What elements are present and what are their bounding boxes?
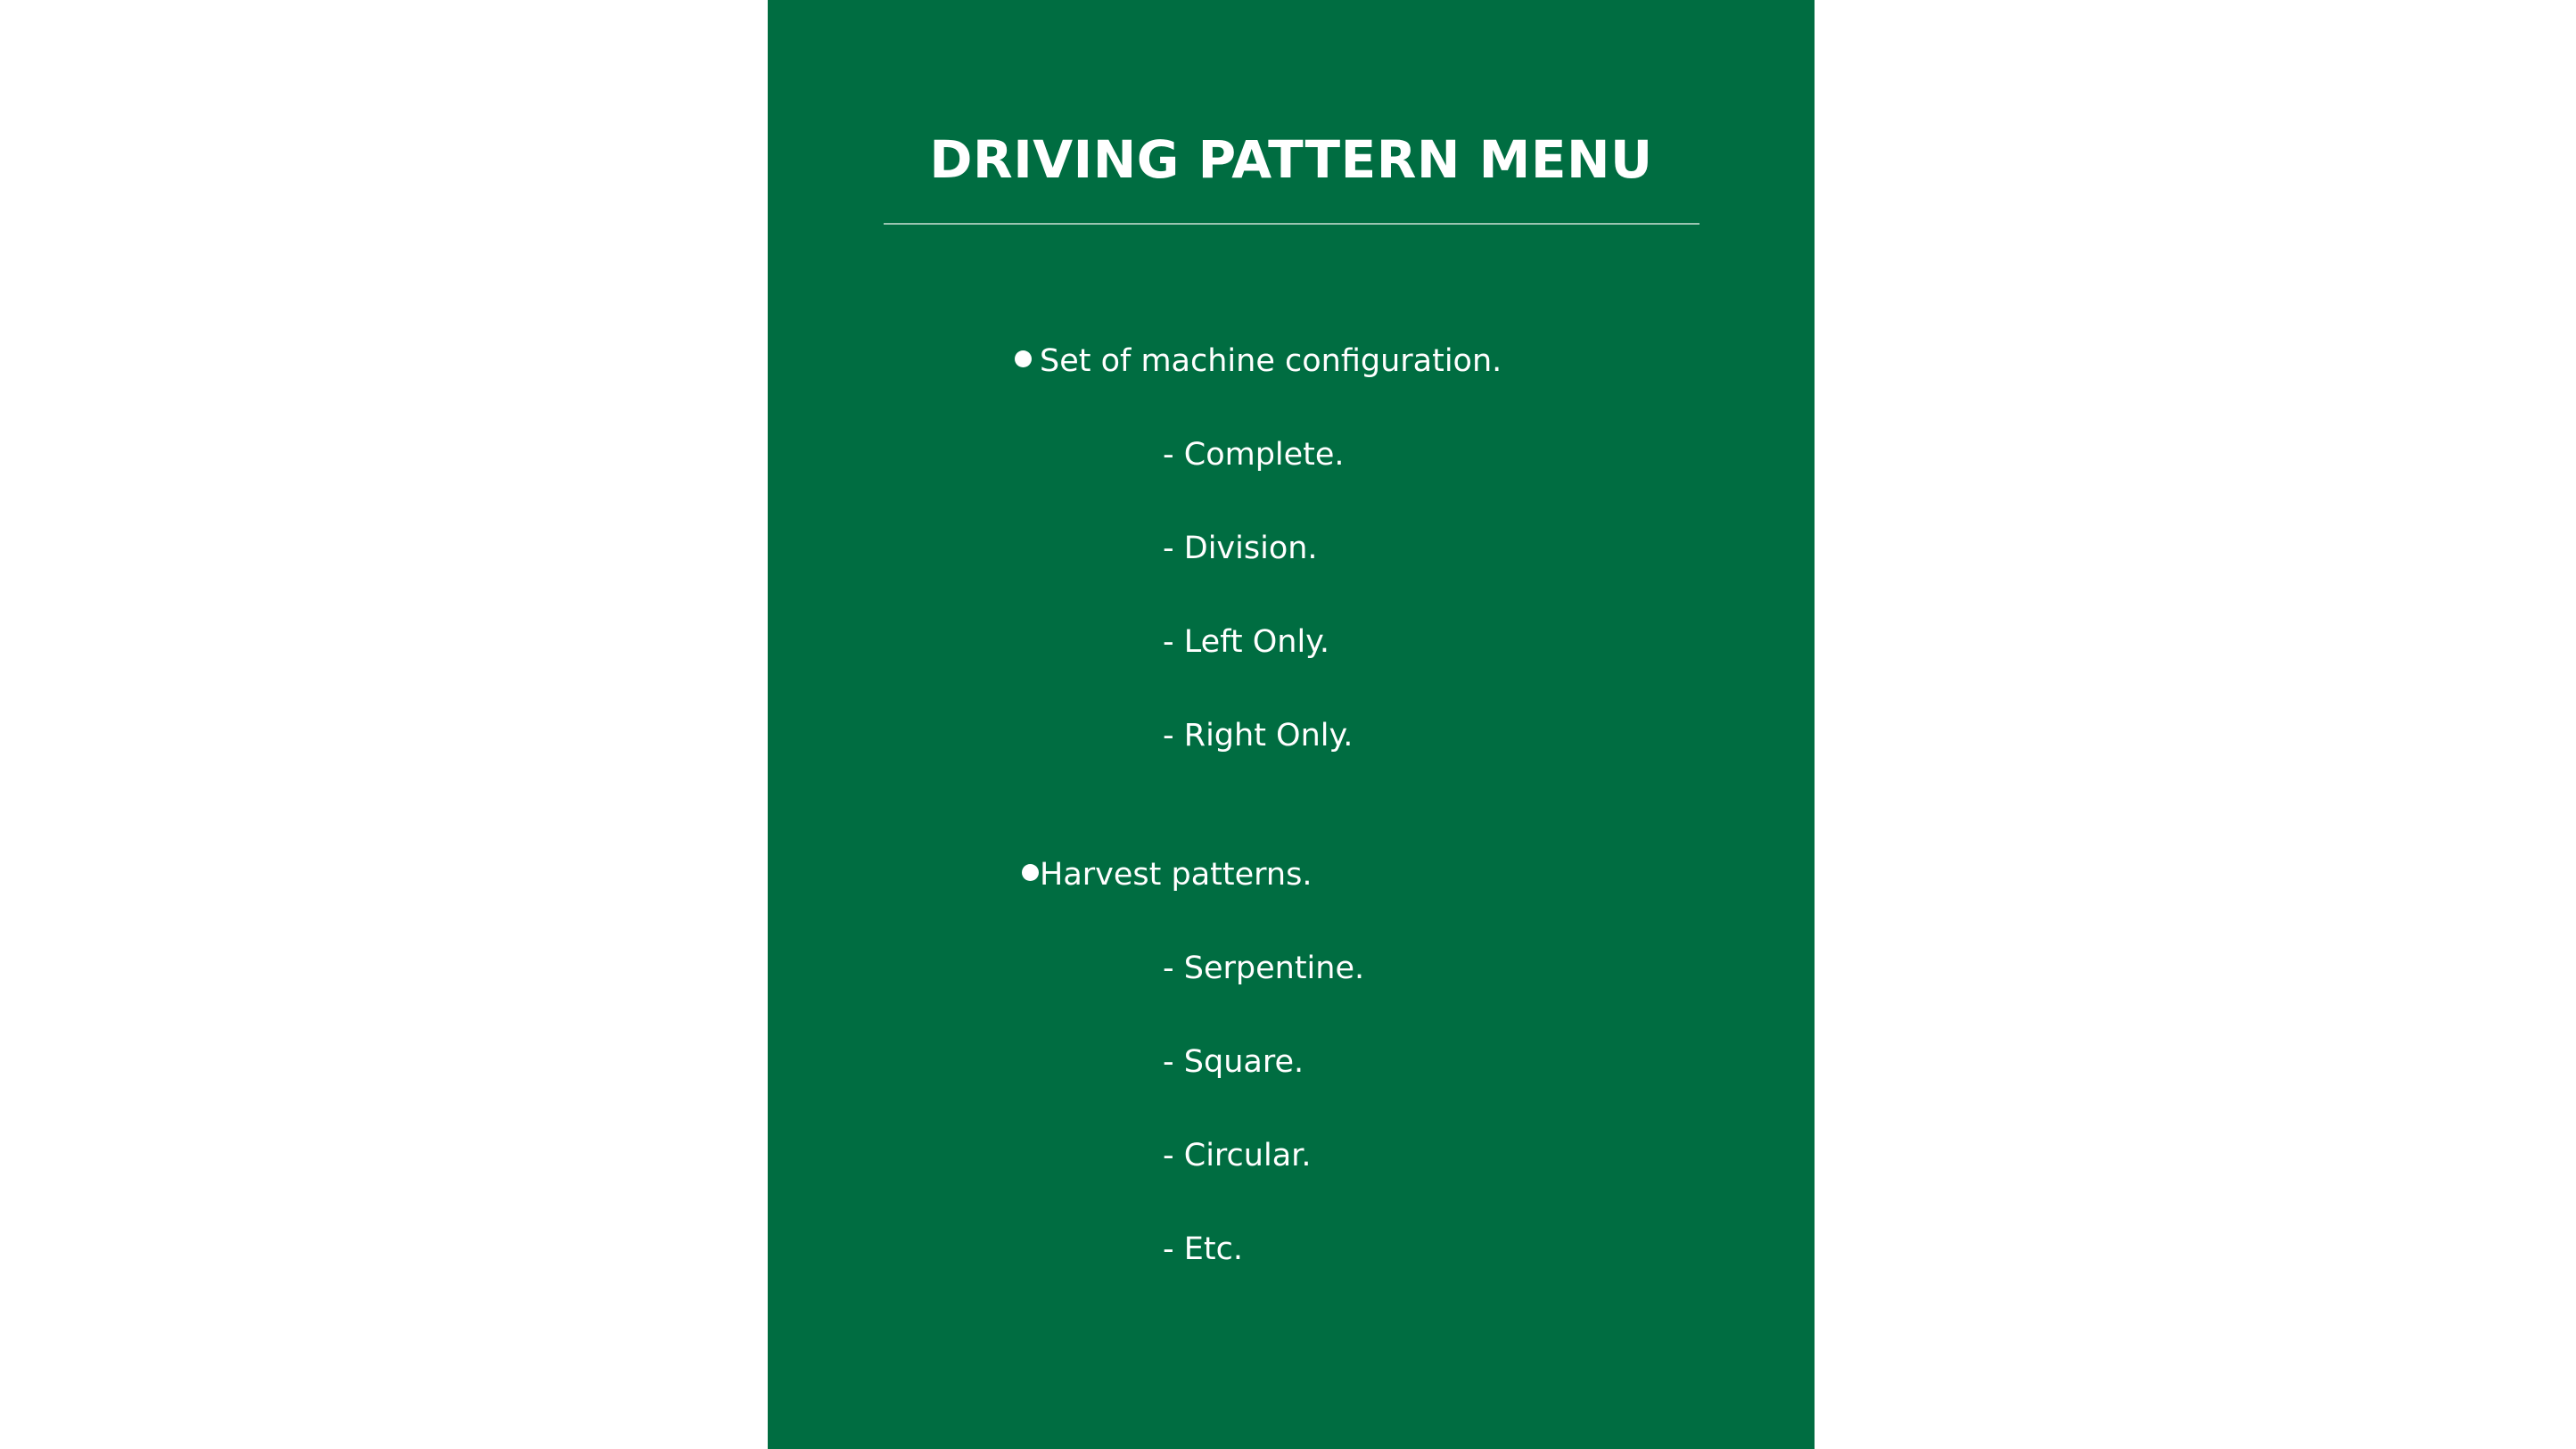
list-item: - Complete. xyxy=(1163,437,1345,473)
list-item: - Square. xyxy=(1163,1044,1304,1080)
section-heading-machine-configuration xyxy=(1040,340,1502,383)
slide-title: DRIVING PATTERN MENU xyxy=(929,129,1653,190)
section-heading-label: Harvest patterns. xyxy=(1040,857,1313,893)
list-item: - Circular. xyxy=(1163,1138,1312,1173)
bullet-dot-icon xyxy=(1022,864,1039,881)
list-item: - Serpentine. xyxy=(1163,951,1365,986)
list-item: - Etc. xyxy=(1163,1231,1243,1267)
bullet-dot-icon xyxy=(1015,350,1032,367)
title-divider xyxy=(884,223,1700,225)
content-panel xyxy=(768,0,1815,1449)
list-item: - Right Only. xyxy=(1163,718,1354,753)
section-heading-harvest-patterns xyxy=(1040,853,1312,896)
list-item: - Division. xyxy=(1163,531,1318,566)
section-heading-label: Set of machine configuration. xyxy=(1040,343,1502,379)
list-item: - Left Only. xyxy=(1163,624,1330,660)
